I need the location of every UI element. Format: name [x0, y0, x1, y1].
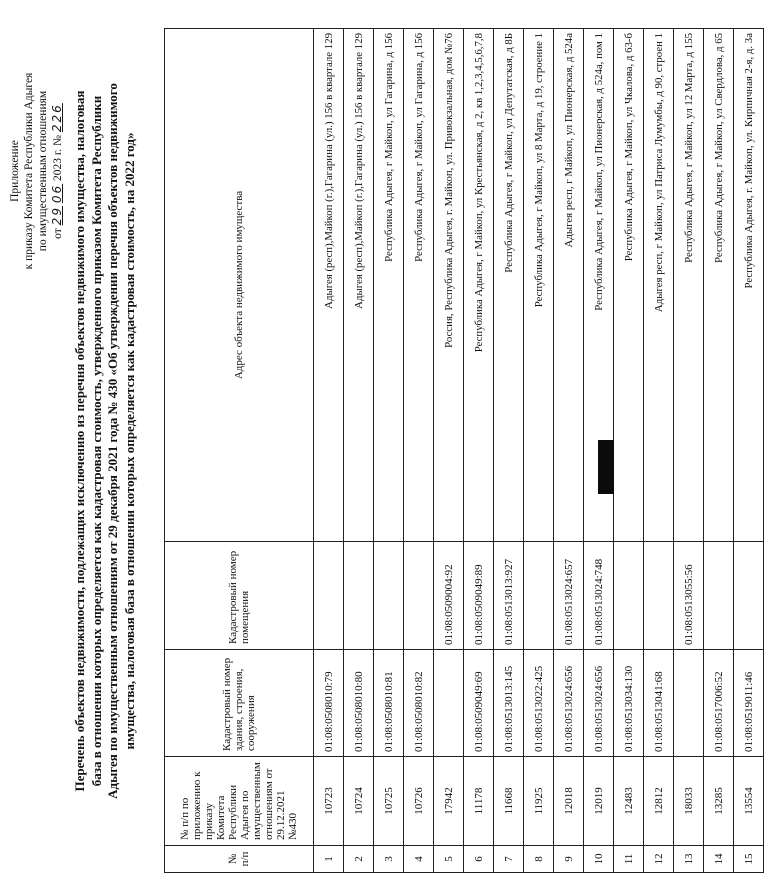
cell-building: 01:08:0508010:82	[404, 650, 434, 757]
table-row	[614, 29, 644, 873]
cell-ref: 10724	[344, 757, 374, 846]
cell-building: 01:08:0513022:425	[524, 650, 554, 757]
cell-ref: 12018	[554, 757, 584, 846]
cell-building: 01:08:0513024:656	[584, 650, 614, 757]
table-row	[494, 29, 524, 873]
date-prefix: от	[52, 228, 64, 239]
date-month: 06	[50, 183, 64, 204]
cell-no: 14	[704, 846, 734, 873]
cell-room	[614, 542, 644, 650]
heading-line: Перечень объектов недвижимости, подлежащих исключению из перечня объектов недвижимого имущества, налоговая	[72, 90, 87, 792]
cell-no: 9	[554, 846, 584, 873]
number-prefix: №	[52, 134, 64, 146]
appendix-line-2: по имущественным отношениям	[37, 90, 49, 252]
cell-room: 01:08:0513024:657	[554, 542, 584, 650]
cell-address: Республика Адыгея, г. Майкоп, ул. Кирпичная 2-я, д. 3а	[734, 29, 764, 542]
table-row	[644, 29, 674, 873]
cell-room	[404, 542, 434, 650]
date-year: 2023 г.	[52, 148, 64, 181]
appendix-line-1: к приказу Комитета Республики Адыгея	[23, 72, 35, 270]
scan-edge-mark	[598, 440, 614, 494]
table-header-row	[165, 29, 314, 873]
table-row	[464, 29, 494, 873]
table-body	[314, 29, 764, 873]
cell-no: 3	[374, 846, 404, 873]
cell-room	[344, 542, 374, 650]
header-ref: № п/п по приложению к приказу Комитета Республики Адыгея по имущественным отношениям от 29.12.2021 №430	[165, 757, 314, 846]
cell-address: Адыгея (респ),Майкоп (г.),Гагарина (ул.) 156 в квартале 129	[344, 29, 374, 542]
appendix-title: Приложение	[9, 140, 21, 202]
cell-room: 01:08:0513055:56	[674, 542, 704, 650]
cell-building: 01:08:0513041:68	[644, 650, 674, 757]
date-day: 29	[50, 206, 64, 226]
cell-building: 01:08:0513034:130	[614, 650, 644, 757]
cell-no: 10	[584, 846, 614, 873]
table-row	[524, 29, 554, 873]
table-row	[344, 29, 374, 873]
cell-no: 2	[344, 846, 374, 873]
table-row	[554, 29, 584, 873]
header-no: № п/п	[165, 846, 314, 873]
cell-address: Республика Адыгея, г Майкоп, ул Гагарина, д 156	[374, 29, 404, 542]
cell-address: Адыгея респ, г Майкоп, ул Патриса Лумумбы, д 90, строен 1	[644, 29, 674, 542]
appendix-date-line	[50, 21, 65, 321]
cell-ref: 11178	[464, 757, 494, 846]
cell-room: 01:08:0509004:92	[434, 542, 464, 650]
cell-building: 01:08:0508010:80	[344, 650, 374, 757]
cell-no: 7	[494, 846, 524, 873]
heading-line: Адыгея по имущественным отношениям от 29 декабря 2021 года № 430 «Об утверждении перечня объектов недвижимого	[105, 83, 120, 799]
cell-room	[524, 542, 554, 650]
table-row	[704, 29, 734, 873]
heading-line: база в отношении которых определяется как кадастровая стоимость, утвержденного приказом Комитета Республики	[88, 95, 104, 787]
cell-no: 4	[404, 846, 434, 873]
cell-ref: 17942	[434, 757, 464, 846]
cell-address: Республика Адыгея, г Майкоп, ул Пионерская, д 524а, пом 1	[584, 29, 614, 542]
cell-no: 12	[644, 846, 674, 873]
table-row	[434, 29, 464, 873]
cell-address: Республика Адыгея, г Майкоп, ул Крестьянская, д 2, кв 1,2,3,4,5,6,7,8	[464, 29, 494, 542]
table-row	[404, 29, 434, 873]
cell-address: Адыгея (респ),Майкоп (г.),Гагарина (ул.) 156 в квартале 129	[314, 29, 344, 542]
cell-no: 6	[464, 846, 494, 873]
cell-room	[704, 542, 734, 650]
cell-no: 13	[674, 846, 704, 873]
cell-room	[374, 542, 404, 650]
property-table	[164, 28, 764, 873]
cell-ref: 12483	[614, 757, 644, 846]
table-row	[674, 29, 704, 873]
cell-ref: 18033	[674, 757, 704, 846]
cell-building	[434, 650, 464, 757]
cell-address: Республика Адыгея, г Майкоп, ул 8 Марта, д 19, строение 1	[524, 29, 554, 542]
table-row	[734, 29, 764, 873]
cell-no: 11	[614, 846, 644, 873]
cell-address: Республика Адыгея, г Майкоп, ул 12 Марта, д 155	[674, 29, 704, 542]
cell-building: 01:08:0519011:46	[734, 650, 764, 757]
header-building: Кадастровый номер здания, строения, сооружения	[165, 650, 314, 757]
cell-address: Республика Адыгея, г Майкоп, ул Гагарина, д 156	[404, 29, 434, 542]
cell-ref: 12812	[644, 757, 674, 846]
cell-room	[644, 542, 674, 650]
order-number: 226	[50, 103, 64, 133]
cell-no: 5	[434, 846, 464, 873]
heading-line: имущества, налоговая база в отношении которых определяется как кадастровая стоимость, на 2022 год»	[121, 132, 137, 750]
table-row	[374, 29, 404, 873]
cell-room: 01:08:0513024:748	[584, 542, 614, 650]
cell-ref: 10725	[374, 757, 404, 846]
cell-building	[674, 650, 704, 757]
header-address: Адрес объекта недвижимого имущества	[165, 29, 314, 542]
cell-no: 1	[314, 846, 344, 873]
header-room: Кадастровый номер помещения	[165, 542, 314, 650]
cell-ref: 10723	[314, 757, 344, 846]
cell-address: Республика Адыгея, г Майкоп, ул Депутатская, д 8Б	[494, 29, 524, 542]
cell-building: 01:08:0509049:69	[464, 650, 494, 757]
cell-building: 01:08:0513024:656	[554, 650, 584, 757]
cell-address: Республика Адыгея, г Майкоп, ул Чкалова, д 63-б	[614, 29, 644, 542]
cell-building: 01:08:0508010:79	[314, 650, 344, 757]
cell-address: Адыгея респ, г Майкоп, ул Пионерская, д 524а	[554, 29, 584, 542]
table-row	[314, 29, 344, 873]
cell-ref: 10726	[404, 757, 434, 846]
cell-address: Россия, Республика Адыгея, г. Майкоп, ул. Привокзальная, дом №76	[434, 29, 464, 542]
cell-ref: 11925	[524, 757, 554, 846]
cell-ref: 12019	[584, 757, 614, 846]
cell-building: 01:08:0517006:52	[704, 650, 734, 757]
cell-room	[314, 542, 344, 650]
cell-no: 8	[524, 846, 554, 873]
cell-ref: 13554	[734, 757, 764, 846]
cell-no: 15	[734, 846, 764, 873]
cell-building: 01:08:0508010:81	[374, 650, 404, 757]
cell-address: Республика Адыгея, г Майкоп, ул Свердлова, д 65	[704, 29, 734, 542]
appendix-block	[8, 21, 65, 321]
cell-room: 01:08:0513013:927	[494, 542, 524, 650]
cell-ref: 13285	[704, 757, 734, 846]
cell-room	[734, 542, 764, 650]
cell-room: 01:08:0509049:89	[464, 542, 494, 650]
document-heading	[72, 41, 138, 841]
cell-building: 01:08:0513013:145	[494, 650, 524, 757]
cell-ref: 11668	[494, 757, 524, 846]
